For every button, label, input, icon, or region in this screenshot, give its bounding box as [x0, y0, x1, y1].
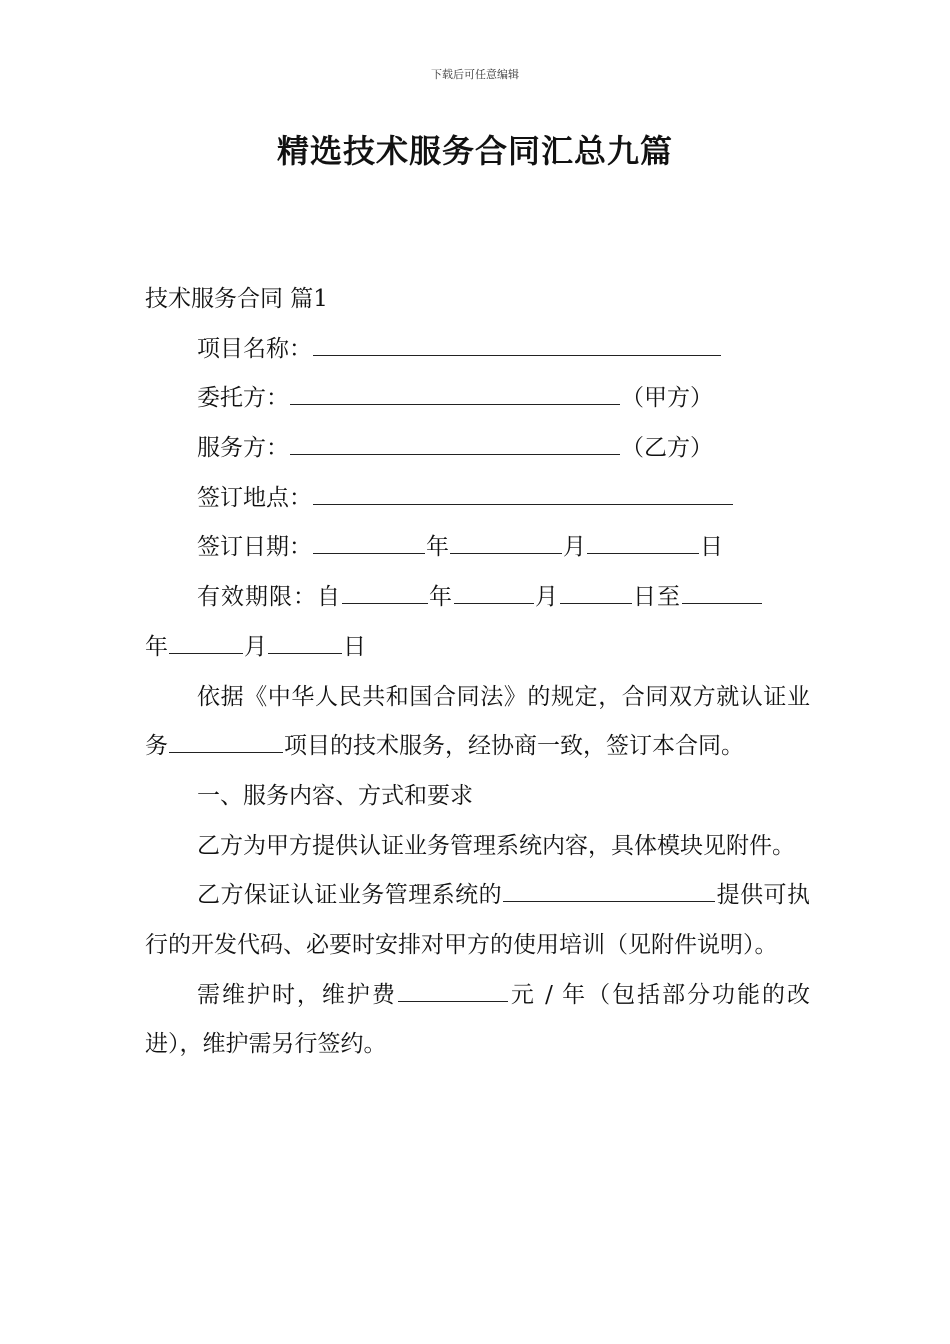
- validity-label: 有效期限：自: [197, 584, 341, 611]
- basis-paragraph: [145, 673, 810, 772]
- header-note: 下载后可任意编辑: [431, 68, 519, 81]
- validity-start-year-blank: [342, 577, 428, 604]
- sign-place-label: 签订地点：: [197, 484, 312, 511]
- provider-suffix: （乙方）: [621, 435, 713, 462]
- client-blank: [290, 378, 620, 405]
- clause1-heading: 一、服务内容、方式和要求: [197, 782, 473, 809]
- sign-month-blank: [450, 527, 562, 554]
- provider-blank: [290, 428, 620, 455]
- validity-end-day-blank: [268, 627, 342, 654]
- clause1-paragraph-2: [145, 871, 810, 970]
- clause1-paragraph-3: [145, 971, 810, 1070]
- clause1-p2-part2: 提供可执行的开发代码、必要时安排对甲方的使用培训（见附件说明）。: [145, 882, 811, 958]
- project-name-label: 项目名称：: [197, 335, 312, 362]
- section-heading: 技术服务合同 篇1: [145, 286, 328, 312]
- clause1-p2-part1: 乙方保证认证业务管理系统的: [197, 882, 503, 909]
- provider-label: 服务方：: [197, 435, 289, 462]
- sign-date-line: [145, 523, 810, 573]
- maintenance-fee-blank: [398, 975, 508, 1002]
- clause1-p3-part2: 元 / 年（包括部分功能的改进），维护需另行签约。: [145, 981, 810, 1058]
- to-label: 日至: [633, 584, 681, 611]
- validity-start-day-blank: [560, 577, 632, 604]
- document-title: 精选技术服务合同汇总九篇: [276, 132, 673, 170]
- project-name-line: [145, 325, 810, 375]
- validity-end-month-blank: [169, 627, 243, 654]
- client-line: [145, 374, 810, 424]
- day-label: 日: [343, 633, 366, 660]
- client-suffix: （甲方）: [621, 385, 713, 412]
- sign-date-label: 签订日期：: [197, 534, 312, 561]
- validity-line-continued: [145, 623, 810, 673]
- month-label: 月: [244, 633, 267, 660]
- validity-start-month-blank: [454, 577, 534, 604]
- sign-year-blank: [313, 527, 425, 554]
- basis-text-part1: 依据《中华人民共和国合同法》的规定，合同双方就认证业务: [145, 683, 810, 760]
- year-label: 年: [429, 584, 453, 611]
- provider-line: [145, 424, 810, 474]
- validity-end-year-blank: [682, 577, 762, 604]
- client-label: 委托方：: [197, 385, 289, 412]
- year-label: 年: [426, 534, 449, 561]
- business-blank: [169, 726, 283, 753]
- document-body: [145, 275, 810, 1070]
- system-blank: [503, 875, 715, 902]
- project-name-blank: [313, 329, 721, 356]
- validity-line: [145, 573, 810, 623]
- month-label: 月: [535, 584, 559, 611]
- year-label: 年: [145, 633, 168, 660]
- clause1-p3-part1: 需维护时，维护费: [197, 981, 397, 1008]
- month-label: 月: [563, 534, 586, 561]
- sign-place-blank: [313, 478, 733, 505]
- day-label: 日: [700, 534, 723, 561]
- sign-place-line: [145, 474, 810, 524]
- sign-day-blank: [587, 527, 699, 554]
- basis-text-part2: 项目的技术服务，经协商一致，签订本合同。: [284, 733, 744, 760]
- clause1-paragraph-1: 乙方为甲方提供认证业务管理系统内容，具体模块见附件。: [197, 832, 795, 859]
